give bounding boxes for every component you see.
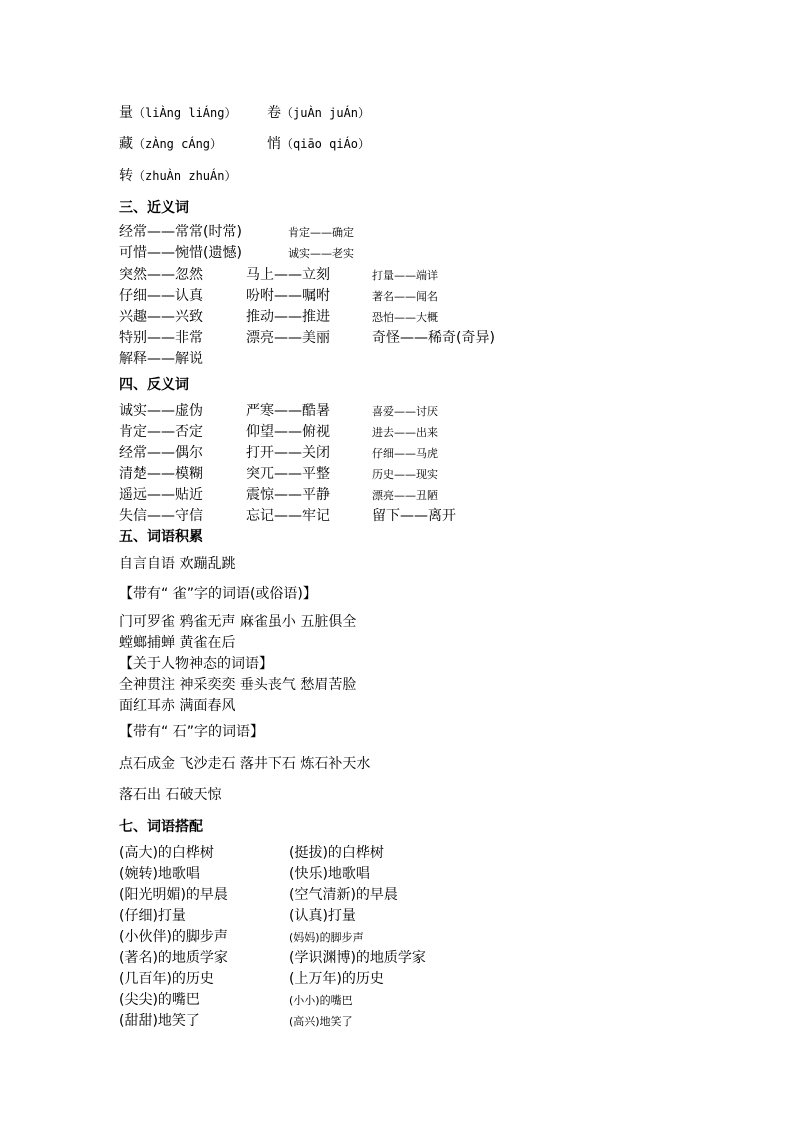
collocation-item: (快乐)地歌唱 bbox=[289, 866, 370, 882]
pinyin-reading: （juÀn juÁn） bbox=[281, 106, 371, 120]
collocation-item: (甜甜)地笑了 bbox=[119, 1013, 200, 1029]
synonym-pair: 突然——忽然 bbox=[119, 267, 203, 283]
antonym-pair: 仔细——马虎 bbox=[372, 447, 438, 460]
pinyin-line-3 bbox=[119, 167, 236, 185]
antonym-pair: 历史——现实 bbox=[372, 468, 438, 481]
synonym-pair: 著名——闻名 bbox=[372, 290, 438, 303]
synonym-pair: 可惜——惋惜(遗憾) bbox=[119, 245, 242, 261]
subsection-heading: 【关于人物神态的词语】 bbox=[119, 656, 273, 672]
idiom-line: 螳螂捕蝉 黄雀在后 bbox=[119, 635, 236, 651]
synonym-pair: 仔细——认真 bbox=[119, 288, 203, 304]
pinyin-reading: （qiāo qiÁo） bbox=[281, 137, 371, 151]
collocation-item: (认真)打量 bbox=[289, 908, 356, 924]
collocation-item: (著名)的地质学家 bbox=[119, 950, 228, 966]
collocation-item: (阳光明媚)的早晨 bbox=[119, 887, 228, 903]
antonym-pair: 经常——偶尔 bbox=[119, 445, 203, 461]
pinyin-reading: （zhuÀn zhuÁn） bbox=[133, 169, 237, 183]
pinyin-line-2b bbox=[267, 135, 370, 153]
pinyin-line-1b bbox=[267, 104, 370, 122]
synonym-pair: 诚实——老实 bbox=[288, 247, 354, 260]
synonym-pair: 解释——解说 bbox=[119, 351, 203, 367]
synonym-pair: 恐怕——大概 bbox=[372, 311, 438, 324]
subsection-heading: 【带有“ 雀”字的词语(或俗语)】 bbox=[119, 586, 317, 602]
synonym-pair: 打量——端详 bbox=[372, 269, 438, 282]
synonym-pair: 推动——推进 bbox=[246, 309, 330, 325]
collocation-item: (小小)的嘴巴 bbox=[289, 994, 353, 1007]
antonym-pair: 突兀——平整 bbox=[246, 466, 330, 482]
synonym-pair: 兴趣——兴致 bbox=[119, 309, 203, 325]
idiom-line: 门可罗雀 鸦雀无声 麻雀虽小 五脏俱全 bbox=[119, 614, 357, 630]
accumulation-line: 自言自语 欢蹦乱跳 bbox=[119, 556, 236, 572]
synonyms-heading: 三、近义词 bbox=[119, 200, 189, 216]
pinyin-char: 量 bbox=[119, 105, 133, 121]
idiom-line: 全神贯注 神采奕奕 垂头丧气 愁眉苦脸 bbox=[119, 677, 357, 693]
idiom-line: 落石出 石破天惊 bbox=[119, 787, 222, 803]
pinyin-char: 卷 bbox=[267, 105, 281, 121]
pinyin-line-1 bbox=[119, 104, 236, 122]
idiom-line: 点石成金 飞沙走石 落井下石 炼石补天水 bbox=[119, 756, 371, 772]
synonym-pair: 漂亮——美丽 bbox=[246, 330, 330, 346]
collocation-item: (挺拔)的白桦树 bbox=[289, 845, 384, 861]
collocation-item: (高大)的白桦树 bbox=[119, 845, 214, 861]
synonym-pair: 经常——常常(时常) bbox=[119, 224, 242, 240]
collocation-item: (高兴)地笑了 bbox=[289, 1015, 353, 1028]
pinyin-reading: （zÀng cÁng） bbox=[133, 137, 223, 151]
collocation-item: (空气清新)的早晨 bbox=[289, 887, 398, 903]
antonym-pair: 进去——出来 bbox=[372, 426, 438, 439]
antonym-pair: 遥远——贴近 bbox=[119, 487, 203, 503]
antonym-pair: 忘记——牢记 bbox=[246, 508, 330, 524]
antonym-pair: 留下——离开 bbox=[372, 508, 456, 524]
collocation-item: (几百年)的历史 bbox=[119, 971, 214, 987]
antonym-pair: 肯定——否定 bbox=[119, 424, 203, 440]
pinyin-char: 悄 bbox=[267, 136, 281, 152]
pinyin-line-2 bbox=[119, 135, 222, 153]
pinyin-char: 藏 bbox=[119, 136, 133, 152]
antonym-pair: 震惊——平静 bbox=[246, 487, 330, 503]
antonym-pair: 仰望——俯视 bbox=[246, 424, 330, 440]
collocation-item: (婉转)地歌唱 bbox=[119, 866, 200, 882]
pinyin-char: 转 bbox=[119, 168, 133, 184]
collocation-heading: 七、词语搭配 bbox=[119, 819, 203, 835]
accumulation-heading: 五、词语积累 bbox=[119, 529, 203, 545]
collocation-item: (上万年)的历史 bbox=[289, 971, 384, 987]
pinyin-reading: （liÀng liÁng） bbox=[133, 106, 237, 120]
collocation-item: (学识渊博)的地质学家 bbox=[289, 950, 426, 966]
subsection-heading: 【带有“ 石”字的词语】 bbox=[119, 724, 264, 740]
collocation-item: (妈妈)的脚步声 bbox=[289, 931, 364, 944]
synonym-pair: 吩咐——嘱咐 bbox=[246, 288, 330, 304]
antonym-pair: 喜爱——讨厌 bbox=[372, 405, 438, 418]
synonym-pair: 马上——立刻 bbox=[246, 267, 330, 283]
antonyms-heading: 四、反义词 bbox=[119, 377, 189, 393]
collocation-item: (尖尖)的嘴巴 bbox=[119, 992, 200, 1008]
synonym-pair: 特别——非常 bbox=[119, 330, 203, 346]
antonym-pair: 诚实——虚伪 bbox=[119, 403, 203, 419]
antonym-pair: 清楚——模糊 bbox=[119, 466, 203, 482]
antonym-pair: 严寒——酷暑 bbox=[246, 403, 330, 419]
collocation-item: (仔细)打量 bbox=[119, 908, 186, 924]
idiom-line: 面红耳赤 满面春风 bbox=[119, 698, 236, 714]
synonym-pair: 肯定——确定 bbox=[288, 226, 354, 239]
antonym-pair: 漂亮——丑陋 bbox=[372, 489, 438, 502]
synonym-pair: 奇怪——稀奇(奇异) bbox=[372, 330, 495, 346]
antonym-pair: 打开——关闭 bbox=[246, 445, 330, 461]
antonym-pair: 失信——守信 bbox=[119, 508, 203, 524]
collocation-item: (小伙伴)的脚步声 bbox=[119, 929, 228, 945]
